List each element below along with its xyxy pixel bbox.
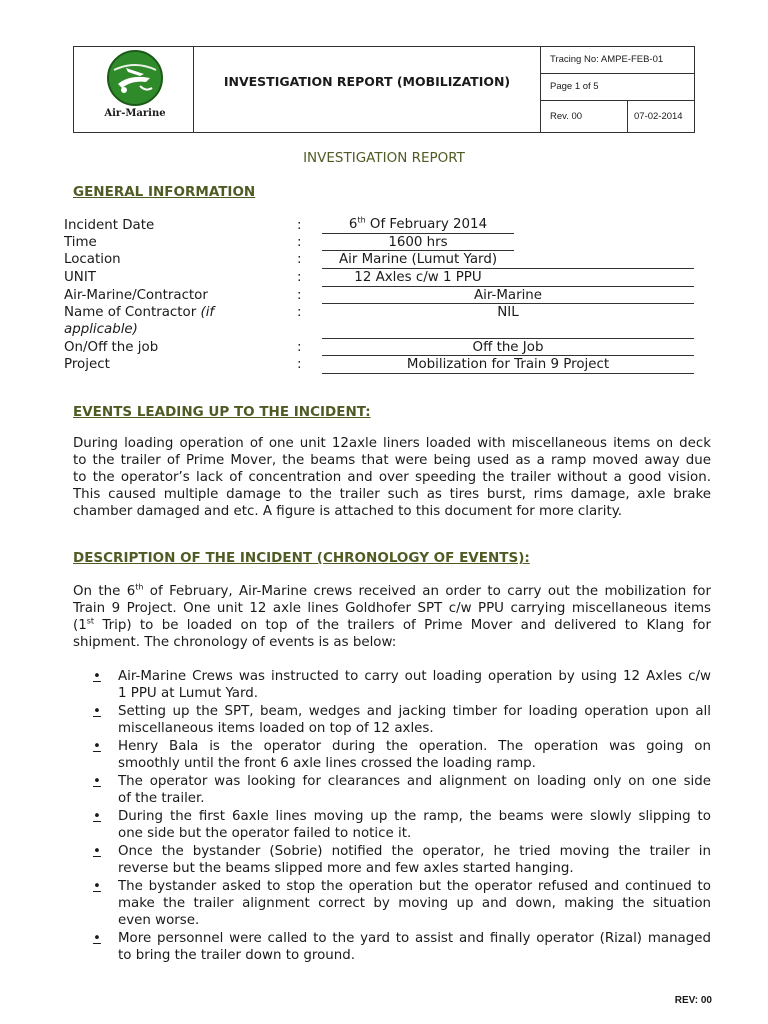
colon: : xyxy=(297,357,302,372)
paragraph-line: On the 6th of February, Air-Marine crews received an order to carry out the mobilization for xyxy=(73,582,711,599)
item-line: one side but the operator failed to notice it. xyxy=(118,826,412,841)
incident-date-label: Incident Date xyxy=(64,218,155,233)
project-value: Mobilization for Train 9 Project xyxy=(406,357,610,372)
unit-label: UNIT xyxy=(64,270,96,285)
item-line: During the first 6axle lines moving up the ramp, the beams were slowly slipping to xyxy=(118,809,711,824)
item-line: Air-Marine Crews was instructed to carry out loading operation by using 12 Axles c/w xyxy=(118,669,711,684)
header-divider xyxy=(540,73,695,74)
location-value: Air Marine (Lumut Yard) xyxy=(338,252,498,267)
description-heading: DESCRIPTION OF THE INCIDENT (CHRONOLOGY OF EVENTS): xyxy=(73,550,530,566)
on-off-job-value: Off the Job xyxy=(472,340,544,355)
colon: : xyxy=(297,288,302,303)
bullet-marker: • xyxy=(93,704,101,719)
tracing-number: Tracing No: AMPE-FEB-01 xyxy=(550,54,664,65)
item-line: More personnel were called to the yard to assist and finally operator (Rizal) managed xyxy=(118,931,711,946)
bullet-marker: • xyxy=(93,844,101,859)
bullet-marker: • xyxy=(93,739,101,754)
item-line: Once the bystander (Sobrie) notified the operator, he tried moving the trailer in xyxy=(118,844,711,859)
general-information-heading: GENERAL INFORMATION xyxy=(73,184,256,200)
location-label: Location xyxy=(64,252,121,267)
colon: : xyxy=(297,235,302,250)
item-line: smoothly until the front 6 axle lines crossed the loading ramp. xyxy=(118,756,536,771)
header-date: 07-02-2014 xyxy=(634,111,683,122)
item-line: of the trailer. xyxy=(118,791,205,806)
value-underline xyxy=(322,373,694,374)
item-line: Henry Bala is the operator during the operation. The operation was going on xyxy=(118,739,711,754)
chronology-item xyxy=(118,738,711,772)
item-line: reverse but the beams slipped more and few axles started hanging. xyxy=(118,861,574,876)
item-line: Setting up the SPT, beam, wedges and jacking timber for loading operation upon all xyxy=(118,704,711,719)
page-number: Page 1 of 5 xyxy=(550,81,599,92)
revision: Rev. 00 xyxy=(550,111,583,122)
events-heading: EVENTS LEADING UP TO THE INCIDENT: xyxy=(73,404,371,420)
chronology-item xyxy=(118,668,711,702)
events-paragraph xyxy=(73,435,711,520)
colon: : xyxy=(297,305,302,320)
paragraph-line: to the trailer of Prime Mover, the beams that were being used as a ramp moved away due xyxy=(73,453,711,468)
bullet-marker: • xyxy=(93,809,101,824)
chronology-item xyxy=(118,843,711,877)
bullet-marker: • xyxy=(93,669,101,684)
svg-text:Air-Marine: Air-Marine xyxy=(104,108,166,119)
contractor-label: Air-Marine/Contractor xyxy=(64,288,208,303)
chronology-item xyxy=(118,703,711,737)
unit-value: 12 Axles c/w 1 PPU xyxy=(354,270,482,285)
paragraph-line: chamber damaged and etc. A figure is attached to this document for more clarity. xyxy=(73,504,622,519)
item-line: The operator was looking for clearances and alignment on loading only on one side xyxy=(118,774,711,789)
contractor-name-label: Name of Contractor (if applicable) xyxy=(64,305,215,337)
contractor-value: Air-Marine xyxy=(473,288,543,303)
project-label: Project xyxy=(64,357,110,372)
item-line: The bystander asked to stop the operation but the operator refused and continued to xyxy=(118,879,711,894)
paragraph-line: to the operator’s lack of concentration and over speeding the trailer without a good vision. xyxy=(73,470,711,485)
time-label: Time xyxy=(64,235,97,250)
bullet-marker: • xyxy=(93,931,101,946)
item-line: even worse. xyxy=(118,913,200,928)
company-logo xyxy=(100,48,170,120)
paragraph-line: This caused multiple damage to the trailer such as tires burst, rims damage, axle brake xyxy=(73,487,711,502)
item-line: make the trailer alignment correct by moving up and down, making the situation xyxy=(118,896,711,911)
bullet-marker: • xyxy=(93,879,101,894)
header-divider xyxy=(627,100,628,133)
footer-revision: REV: 00 xyxy=(674,995,712,1006)
colon: : xyxy=(297,340,302,355)
on-off-job-label: On/Off the job xyxy=(64,340,159,355)
colon: : xyxy=(297,218,302,233)
incident-date-value: 6th Of February 2014 xyxy=(348,215,488,232)
header-divider xyxy=(540,100,695,101)
chronology-item xyxy=(118,773,711,807)
paragraph-line: Train 9 Project. One unit 12 axle lines Goldhofer SPT c/w PPU carrying miscellaneous items xyxy=(73,601,711,616)
description-intro xyxy=(73,583,711,651)
item-line: miscellaneous items loaded on top of 12 axles. xyxy=(118,721,434,736)
contractor-name-value: NIL xyxy=(497,305,519,320)
time-value: 1600 hrs xyxy=(388,235,448,250)
paragraph-line: shipment. The chronology of events is as below: xyxy=(73,635,397,650)
chronology-item xyxy=(118,808,711,842)
item-line: 1 PPU at Lumut Yard. xyxy=(118,686,259,701)
document-title: INVESTIGATION REPORT xyxy=(303,150,465,166)
report-header-title: INVESTIGATION REPORT (MOBILIZATION) xyxy=(223,74,511,89)
chronology-item xyxy=(118,930,711,964)
bullet-marker: • xyxy=(93,774,101,789)
colon: : xyxy=(297,252,302,267)
colon: : xyxy=(297,270,302,285)
item-line: to bring the trailer down to ground. xyxy=(118,948,356,963)
header-divider xyxy=(540,46,541,133)
paragraph-line: (1st Trip) to be loaded on top of the trailers of Prime Mover and delivered to Klang for xyxy=(73,616,711,633)
paragraph-line: During loading operation of one unit 12axle liners loaded with miscellaneous items on deck xyxy=(73,436,711,451)
chronology-item xyxy=(118,878,711,929)
